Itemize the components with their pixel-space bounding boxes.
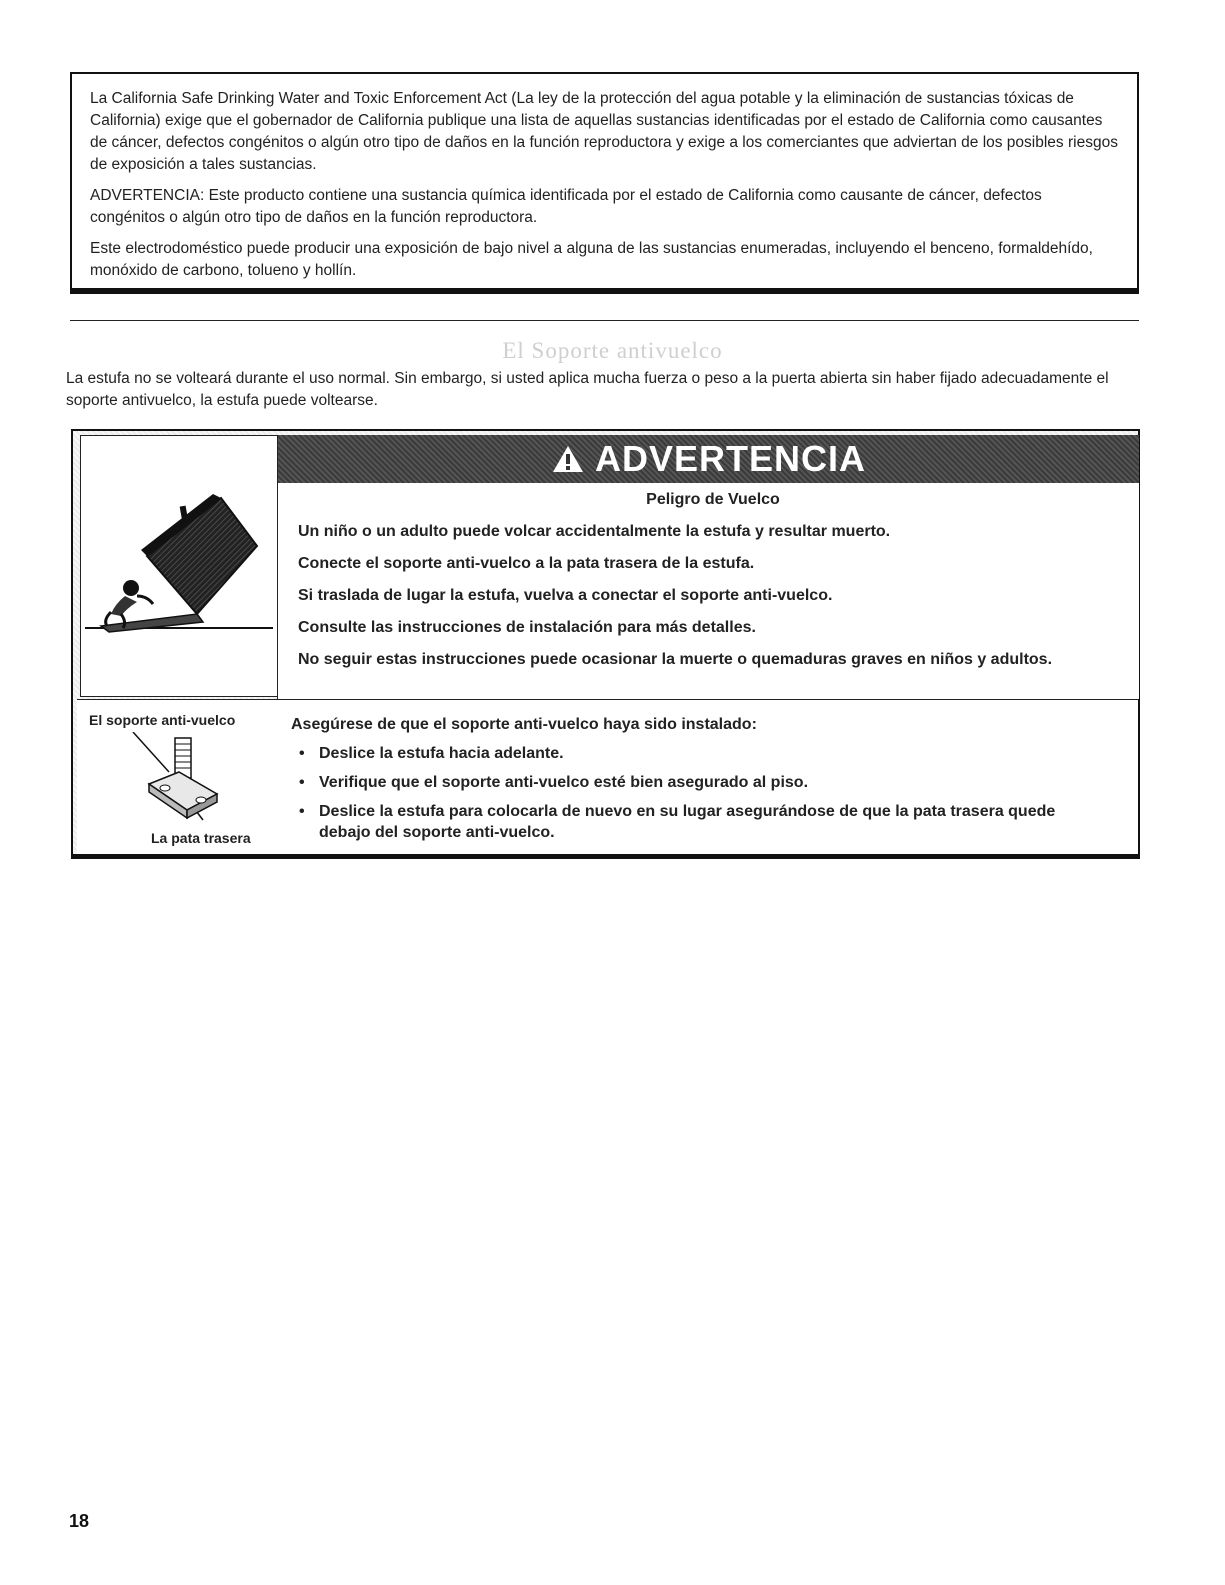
prop65-paragraph-2: ADVERTENCIA: Este producto contiene una sustancia química identificada por el estado de California como causante de cáncer, defectos congénitos o algún otro tipo de daños en la función reproductora. (90, 187, 1042, 226)
list-item (295, 772, 1111, 793)
range-tipping-child-icon (81, 436, 278, 696)
warning-top-row (73, 431, 1138, 699)
warning-line-5: No seguir estas instrucciones puede ocasionar la muerte o quemaduras graves en niños y adultos. (298, 651, 1053, 668)
prop65-paragraph-1: La California Safe Drinking Water and Toxic Enforcement Act (La ley de la protección del agua potable y la eliminación de sustancias tóxicas de California) exige que el gobernador de California publique una lista de aquellas sustancias identificadas por el estado de California como causantes de cáncer, defectos congénitos o algún otro tipo de daños en la función reproductora y exige a los comerciantes que adviertan de los posibles riesgos de exposición a tales sustancias. (90, 90, 1118, 173)
instructions-heading: Asegúrese de que el soporte anti-vuelco haya sido instalado: (291, 716, 757, 733)
bullet-icon: • (299, 803, 305, 820)
section-divider (70, 320, 1139, 321)
signal-word: ADVERTENCIA (594, 438, 866, 479)
list-item (295, 801, 1111, 843)
section-intro: La estufa no se volteará durante el uso normal. Sin embargo, si usted aplica mucha fuerza o peso a la puerta abierta sin haber fijado adecuadamente el soporte antivuelco, la estufa puede voltearse. (66, 370, 1109, 409)
instructions-list (291, 743, 1111, 843)
rear-leg-label: La pata trasera (151, 830, 251, 846)
warning-line-4: Consulte las instrucciones de instalación para más detalles. (298, 619, 756, 636)
prop65-paragraph-3: Este electrodoméstico puede producir una exposición de bajo nivel a alguna de las sustancias enumeradas, incluyendo el benceno, formaldehído, monóxido de carbono, tolueno y hollín. (90, 240, 1093, 279)
instruction-text-2: Verifique que el soporte anti-vuelco esté bien asegurado al piso. (319, 774, 809, 791)
installation-check-instructions (291, 716, 1111, 851)
warning-line-2: Conecte el soporte anti-vuelco a la pata trasera de la estufa. (298, 555, 755, 572)
list-item (295, 743, 1111, 764)
section-title: El Soporte antivuelco (502, 338, 723, 363)
tip-over-warning-box (71, 429, 1140, 859)
bullet-icon: • (299, 774, 305, 791)
tip-over-illustration (80, 435, 279, 697)
bullet-icon: • (299, 745, 305, 762)
warning-line-3: Si traslada de lugar la estufa, vuelva a conectar el soporte anti-vuelco. (298, 587, 833, 604)
instruction-text-3: Deslice la estufa para colocarla de nuevo en su lugar asegurándose de que la pata trasera quede debajo del soporte anti-vuelco. (319, 803, 1056, 841)
bracket-label: El soporte anti-vuelco (89, 712, 236, 728)
warning-message-body (298, 491, 1128, 681)
prop65-notice-box (70, 72, 1139, 294)
page-number: 18 (69, 1511, 90, 1531)
warning-line-1: Un niño o un adulto puede volcar accidentalmente la estufa y resultar muerto. (298, 523, 891, 540)
hazard-title: Peligro de Vuelco (646, 491, 780, 508)
anti-tip-bracket-icon (113, 732, 243, 832)
warning-message-panel (277, 435, 1139, 699)
instruction-text-1: Deslice la estufa hacia adelante. (319, 745, 564, 762)
signal-word-banner (278, 435, 1139, 483)
bracket-instructions-row (77, 699, 1138, 854)
warning-triangle-icon (551, 444, 585, 474)
